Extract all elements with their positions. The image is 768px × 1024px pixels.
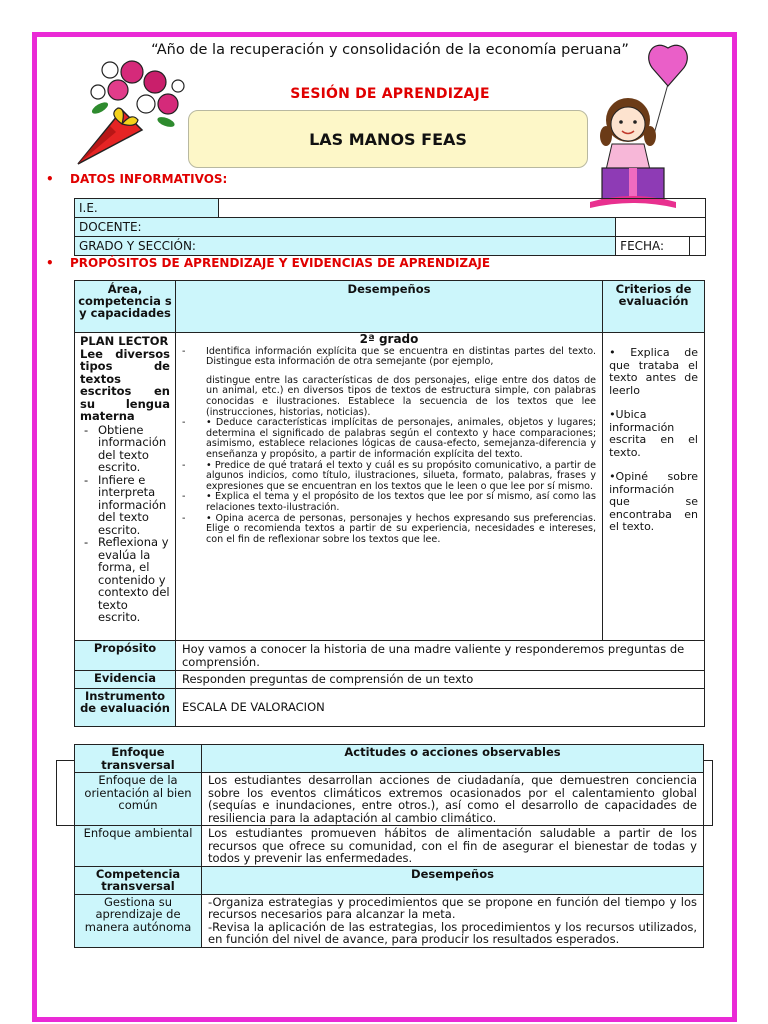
desempeno-item: - • Predice de qué tratará el texto y cuál es su propósito comunicativo, a partir de algunos indicios, como título, ilustraciones, silueta, formato, palabras, frases y expresiones que se encuentran en los textos que le leen o que lee por sí mismo. xyxy=(182,461,596,493)
col-actitudes: Actitudes o acciones observables xyxy=(202,745,704,773)
capacidad-item: - Infiere e interpreta información del texto escrito. xyxy=(80,474,170,537)
desempenos-cell xyxy=(175,333,602,641)
enfoque-name: Enfoque ambiental xyxy=(75,826,202,867)
fecha-value[interactable] xyxy=(690,237,706,256)
col-area: Área, competencia s y capacidades xyxy=(75,281,176,333)
enfoque-actitud: Los estudiantes desarrollan acciones de ciudadanía, que demuestren conciencia sobre los eventos climáticos extremos ocasionados por el calentamiento global (sequías e inundaciones, entre otros.), así como el desarrollo de capacidades de resiliencia para la adaptación al cambio climático. xyxy=(202,773,704,826)
col-desempenos: Desempeños xyxy=(175,281,602,333)
criterios-cell xyxy=(603,333,705,641)
evidencia-text: Responden preguntas de comprensión de un texto xyxy=(175,671,704,689)
evidencia-label: Evidencia xyxy=(75,671,176,689)
area-title: PLAN LECTOR xyxy=(80,334,169,348)
area-cell xyxy=(75,333,176,641)
girl-with-balloon-icon xyxy=(590,44,700,214)
ie-label: I.E. xyxy=(75,199,219,218)
desempeno-item: - • Opina acerca de personas, personajes y hechos expresando sus preferencias. Elige o recomienda textos a partir de su experiencia, necesidades e intereses, con el fin de reflexionar sobre los textos que lee. xyxy=(182,514,596,546)
desempeno-item: distingue entre las características de dos personajes, elige entre dos datos de un animal, etc.) en diversos tipos de textos de estructura simple, con palabras conocidas e ilustraciones. Establece la secuencia de los textos que lee (instrucciones, historias, noticias). xyxy=(205,374,597,418)
grado-label: GRADO Y SECCIÓN: xyxy=(75,237,616,256)
capacidad-item: - Obtiene información del texto escrito. xyxy=(80,424,170,474)
instrumento-label: Instrumento de evaluación xyxy=(75,688,176,726)
competencia-desempeno-item: -Organiza estrategias y procedimientos que se propone en función del tiempo y los recursos necesarios para alcanzar la meta. xyxy=(208,894,697,921)
col-competencia-desempenos: Desempeños xyxy=(202,866,704,894)
propositos-heading xyxy=(46,256,490,270)
instrumento-text: ESCALA DE VALORACION xyxy=(175,688,704,726)
col-enfoque: Enfoque transversal xyxy=(75,745,202,773)
bullet-icon: • xyxy=(46,172,54,186)
enfoque-actitud: Los estudiantes promueven hábitos de alimentación saludable a partir de los recursos que ofrece su comunidad, con el fin de asegurar el bienestar de todas y todos y prevenir las enfermedades. xyxy=(202,826,704,867)
bullet-icon: • xyxy=(46,256,54,270)
enfoque-name: Enfoque de la orientación al bien común xyxy=(75,773,202,826)
datos-heading-text: DATOS INFORMATIVOS: xyxy=(70,172,228,186)
desempeno-item: - Identifica información explícita que se encuentra en distintas partes del texto. Distingue esta información de otra semejante (por ejemplo, xyxy=(182,347,596,368)
propositos-heading-text: PROPÓSITOS DE APRENDIZAJE Y EVIDENCIAS DE APRENDIZAJE xyxy=(70,256,491,270)
lesson-title-box xyxy=(188,110,588,168)
competencia-name: Gestiona su aprendizaje de manera autónoma xyxy=(75,894,202,947)
year-title: “Año de la recuperación y consolidación de la economía peruana” xyxy=(151,42,629,58)
propositos-table xyxy=(74,280,705,727)
desempeno-item: - • Explica el tema y el propósito de los textos que lee por sí mismo, así como las relaciones texto-ilustración. xyxy=(182,492,596,513)
lesson-title: LAS MANOS FEAS xyxy=(309,129,467,149)
datos-heading xyxy=(46,172,227,186)
area-competencia: Lee diversos tipos de textos escritos en su lengua materna xyxy=(80,346,170,423)
capacidades-list xyxy=(80,424,170,624)
proposito-label: Propósito xyxy=(75,641,176,671)
col-competencia: Competencia transversal xyxy=(75,866,202,894)
ie-value[interactable] xyxy=(219,199,706,218)
desempeno-item: - • Deduce características implícitas de personajes, animales, objetos y lugares; determina el significado de palabras según el contexto y hace comparaciones; asimismo, establece relaciones lógicas de causa-efecto, semejanza-diferencia y enseñanza y propósito, a partir de información explícita del texto. xyxy=(182,418,596,460)
criterio-item: • Explica de que trataba el texto antes de leerlo xyxy=(609,346,698,397)
competencia-desempeno-item: -Revisa la aplicación de las estrategias, los procedimientos y los recursos utilizados, en función del nivel de avance, para producir los resultados esperados. xyxy=(208,919,697,946)
criterio-item: •Ubica información escrita en el texto. xyxy=(609,408,698,459)
session-title: SESIÓN DE APRENDIZAJE xyxy=(290,86,490,102)
docente-value[interactable] xyxy=(616,218,706,237)
enfoques-table xyxy=(74,744,704,948)
docente-label: DOCENTE: xyxy=(75,218,616,237)
capacidad-item: - Reflexiona y evalúa la forma, el contenido y contexto del texto escrito. xyxy=(80,536,170,624)
fecha-label: FECHA: xyxy=(616,237,690,256)
competencia-desempenos xyxy=(202,894,704,947)
flower-bouquet-icon xyxy=(70,52,185,172)
criterio-item: •Opiné sobre información que se encontraba en el texto. xyxy=(609,470,698,533)
grado-label: 2ª grado xyxy=(359,332,419,346)
datos-table xyxy=(74,198,706,256)
proposito-text: Hoy vamos a conocer la historia de una madre valiente y responderemos preguntas de comprensión. xyxy=(175,641,704,671)
col-criterios: Criterios de evaluación xyxy=(603,281,705,333)
